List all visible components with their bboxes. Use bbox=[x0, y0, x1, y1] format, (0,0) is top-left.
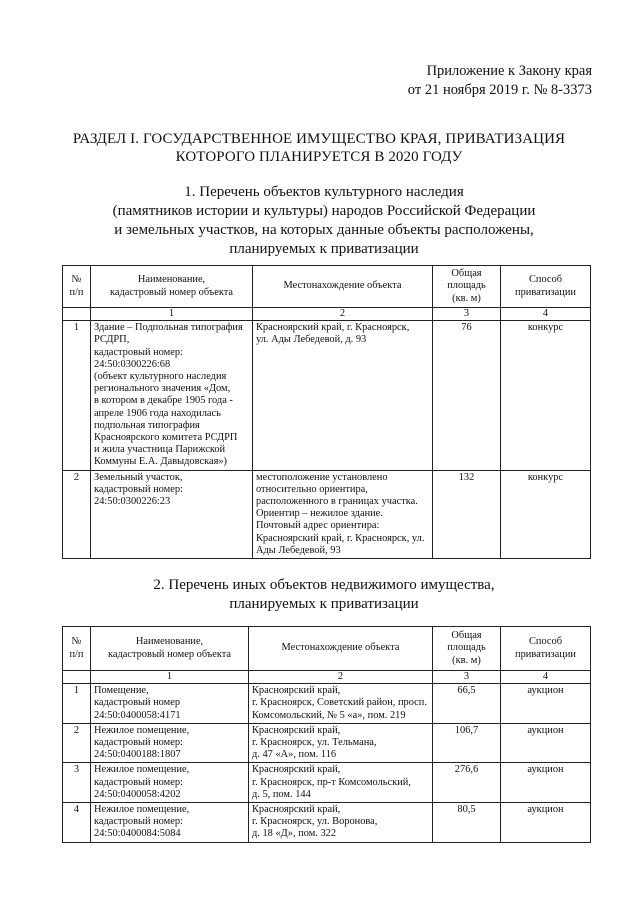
row-location: Красноярский край, г. Красноярск, ул. Ады Лебедевой, д. 93 bbox=[253, 321, 433, 470]
col-number: 2 bbox=[249, 671, 433, 684]
col-number: 1 bbox=[91, 308, 253, 321]
col-number: 2 bbox=[253, 308, 433, 321]
row-location: Красноярский край, г. Красноярск, пр-т Комсомольский, д. 5, пом. 144 bbox=[249, 763, 433, 803]
row-method: конкурс bbox=[501, 470, 591, 558]
list1-title bbox=[20, 183, 628, 259]
header-method: Способ приватизации bbox=[501, 266, 591, 308]
row-area: 132 bbox=[433, 470, 501, 558]
table-row bbox=[63, 763, 591, 803]
list1-title-line: 1. Перечень объектов культурного наследия bbox=[184, 184, 464, 200]
row-num: 1 bbox=[63, 684, 91, 724]
list1-title-line: (памятников истории и культуры) народов Российской Федерации bbox=[112, 203, 536, 219]
header-location: Местонахождение объекта bbox=[253, 266, 433, 308]
table-cultural-objects bbox=[62, 265, 591, 559]
table-row bbox=[63, 684, 591, 724]
list1-title-line: планируемых к приватизации bbox=[229, 241, 419, 257]
row-location: местоположение установлено относительно ориентира, расположенного в границах участка. Ориентир – нежилое здание. Почтовый адрес ориентира: Красноярский край, г. Красноярск, ул. Ады Лебедевой, 93 bbox=[253, 470, 433, 558]
list2-title-line: 2. Перечень иных объектов недвижимого имущества, bbox=[153, 577, 495, 593]
table-row bbox=[63, 803, 591, 843]
header-method: Способ приватизации bbox=[501, 627, 591, 671]
header-name: Наименование, кадастровый номер объекта bbox=[91, 627, 249, 671]
row-name: Земельный участок, кадастровый номер: 24:50:0300226:23 bbox=[91, 470, 253, 558]
row-name: Нежилое помещение, кадастровый номер: 24:50:0400058:4202 bbox=[91, 763, 249, 803]
row-num: 1 bbox=[63, 321, 91, 470]
row-name: Помещение, кадастровый номер 24:50:0400058:4171 bbox=[91, 684, 249, 724]
section-title-line-2: КОТОРОГО ПЛАНИРУЕТСЯ В 2020 ГОДУ bbox=[175, 149, 463, 165]
row-name: Нежилое помещение, кадастровый номер: 24:50:0400084:5084 bbox=[91, 803, 249, 843]
section-title bbox=[0, 130, 638, 166]
col-number: 4 bbox=[501, 671, 591, 684]
column-number-row bbox=[63, 308, 591, 321]
header-num: № п/п bbox=[63, 627, 91, 671]
table-row bbox=[63, 723, 591, 763]
table-header-row bbox=[63, 266, 591, 308]
row-num: 4 bbox=[63, 803, 91, 843]
row-area: 66,5 bbox=[433, 684, 501, 724]
row-num: 2 bbox=[63, 723, 91, 763]
row-area: 80,5 bbox=[433, 803, 501, 843]
row-location: Красноярский край, г. Красноярск, ул. Воронова, д. 18 «Д», пом. 322 bbox=[249, 803, 433, 843]
table-row bbox=[63, 470, 591, 558]
row-num: 2 bbox=[63, 470, 91, 558]
row-location: Красноярский край, г. Красноярск, ул. Тельмана, д. 47 «А», пом. 116 bbox=[249, 723, 433, 763]
header-area: Общая площадь (кв. м) bbox=[433, 627, 501, 671]
table-header-row bbox=[63, 627, 591, 671]
table-row bbox=[63, 321, 591, 470]
section-title-line-1: РАЗДЕЛ I. ГОСУДАРСТВЕННОЕ ИМУЩЕСТВО КРАЯ, ПРИВАТИЗАЦИЯ bbox=[72, 131, 566, 147]
col-number: 1 bbox=[91, 671, 249, 684]
row-num: 3 bbox=[63, 763, 91, 803]
row-location: Красноярский край, г. Красноярск, Советский район, просп. Комсомольский, № 5 «а», пом. 219 bbox=[249, 684, 433, 724]
appendix-header bbox=[408, 62, 592, 100]
appendix-line-1: Приложение к Закону края bbox=[426, 63, 592, 79]
row-area: 106,7 bbox=[433, 723, 501, 763]
header-name: Наименование, кадастровый номер объекта bbox=[91, 266, 253, 308]
row-method: аукцион bbox=[501, 803, 591, 843]
header-area: Общая площадь (кв. м) bbox=[433, 266, 501, 308]
table-other-real-estate bbox=[62, 626, 591, 843]
row-area: 276,6 bbox=[433, 763, 501, 803]
appendix-line-2: от 21 ноября 2019 г. № 8-3373 bbox=[407, 82, 592, 98]
row-method: аукцион bbox=[501, 684, 591, 724]
row-name: Нежилое помещение, кадастровый номер: 24:50:0400188:1807 bbox=[91, 723, 249, 763]
col-number: 3 bbox=[433, 308, 501, 321]
row-method: аукцион bbox=[501, 763, 591, 803]
row-area: 76 bbox=[433, 321, 501, 470]
list1-title-line: и земельных участков, на которых данные объекты расположены, bbox=[114, 222, 534, 238]
header-location: Местонахождение объекта bbox=[249, 627, 433, 671]
list2-title bbox=[20, 576, 628, 614]
row-method: аукцион bbox=[501, 723, 591, 763]
col-number: 3 bbox=[433, 671, 501, 684]
row-method: конкурс bbox=[501, 321, 591, 470]
header-num: № п/п bbox=[63, 266, 91, 308]
list2-title-line: планируемых к приватизации bbox=[229, 596, 419, 612]
column-number-row bbox=[63, 671, 591, 684]
row-name: Здание – Подпольная типография РСДРП, кадастровый номер: 24:50:0300226:68 (объект культурного наследия регионального значения «Дом, в котором в декабре 1905 года - апреле 1906 года находилась подпольная типография Красноярского комитета РСДРП и жила участница Парижской Коммуны Е.А. Давыдовская») bbox=[91, 321, 253, 470]
col-number: 4 bbox=[501, 308, 591, 321]
